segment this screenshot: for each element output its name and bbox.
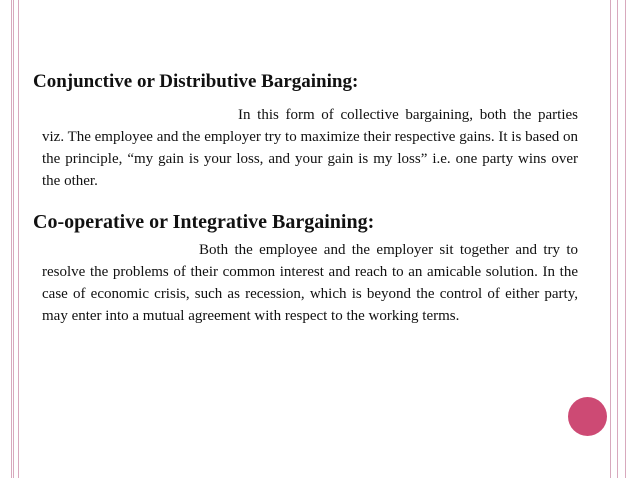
slide-content xyxy=(33,70,578,327)
decorative-circle xyxy=(568,397,607,436)
section-paragraph-distributive: In this form of collective bargaining, both the parties viz. The employee and the employer try to maximize their respective gains. It is based on the principle, “my gain is your loss, and your gain is my loss” i.e. one party wins over the other. xyxy=(42,107,578,189)
right-border-line-3 xyxy=(625,0,626,478)
left-border-line-3 xyxy=(18,0,19,478)
left-border-line-1 xyxy=(11,0,12,478)
right-border-line-1 xyxy=(610,0,611,478)
left-border-line-2 xyxy=(13,0,14,478)
right-border-line-2 xyxy=(617,0,618,478)
section-heading-distributive: Conjunctive or Distributive Bargaining: xyxy=(33,71,359,92)
section-paragraph-integrative: Both the employee and the employer sit together and try to resolve the problems of their common interest and reach to an amicable solution. In the case of economic crisis, such as recession, which is beyond the control of either party, may enter into a mutual agreement with respect to the working terms. xyxy=(42,242,578,324)
section-heading-integrative: Co-operative or Integrative Bargaining: xyxy=(33,211,375,233)
